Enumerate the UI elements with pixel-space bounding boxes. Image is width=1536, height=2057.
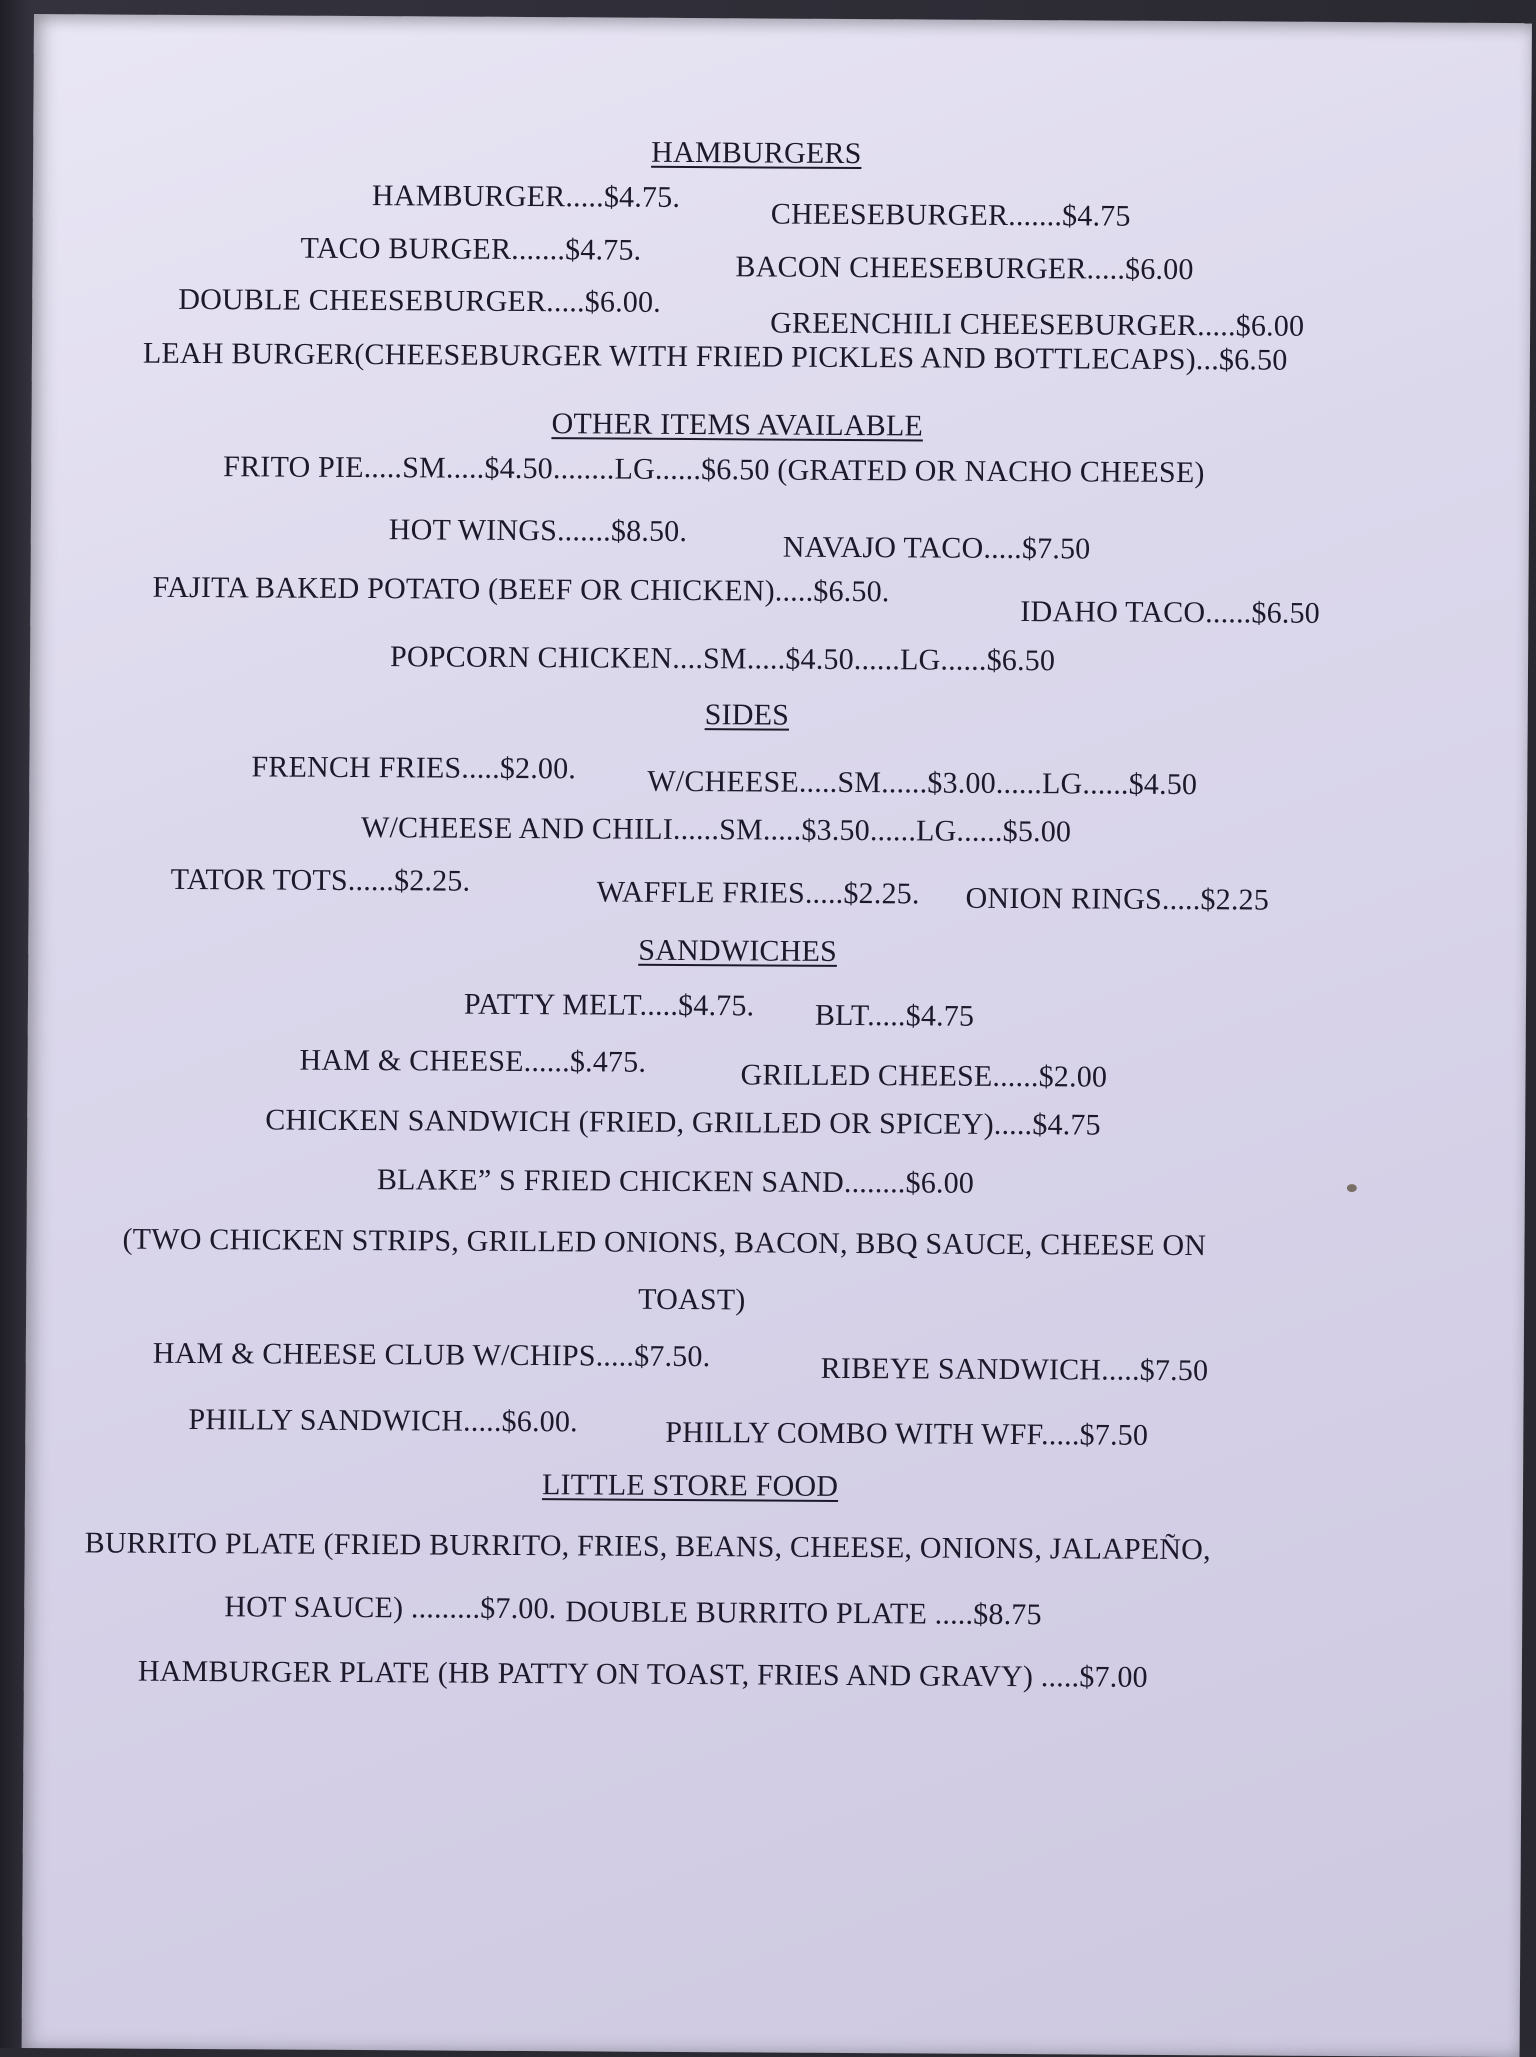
menu-item-burrito-plate: BURRITO PLATE (FRIED BURRITO, FRIES, BEANS, CHEESE, ONIONS, JALAPEÑO,	[84, 1526, 1211, 1567]
section-heading-sandwiches: SANDWICHES	[638, 933, 838, 968]
menu-item-patty-melt: PATTY MELT.....$4.75.	[463, 987, 755, 1023]
menu-item-idaho-taco: IDAHO TACO......$6.50	[1020, 595, 1321, 630]
menu-item-greenchili-cheeseburger: GREENCHILI CHEESEBURGER.....$6.00	[770, 306, 1305, 343]
menu-item-cheeseburger: CHEESEBURGER.......$4.75	[770, 197, 1131, 233]
menu-item-fajita-baked-potato: FAJITA BAKED POTATO (BEEF OR CHICKEN).....$6.50.	[152, 570, 890, 609]
menu-item-taco-burger: TACO BURGER.......$4.75.	[300, 231, 642, 267]
section-heading-little-store-food: LITTLE STORE FOOD	[541, 1468, 839, 1503]
menu-item-chicken-sandwich: CHICKEN SANDWICH (FRIED, GRILLED OR SPICEY).....$4.75	[265, 1103, 1101, 1142]
menu-item-waffle-fries: WAFFLE FRIES.....$2.25.	[596, 875, 920, 911]
menu-item-hot-wings: HOT WINGS.......$8.50.	[388, 513, 688, 548]
menu-item-bacon-cheeseburger: BACON CHEESEBURGER.....$6.00	[735, 250, 1194, 287]
section-heading-other-items: OTHER ITEMS AVAILABLE	[551, 407, 924, 443]
section-heading-sides: SIDES	[704, 698, 790, 732]
menu-item-double-burrito-plate: DOUBLE BURRITO PLATE .....$8.75	[565, 1595, 1042, 1632]
menu-page	[22, 14, 1532, 2057]
menu-item-navajo-taco: NAVAJO TACO.....$7.50	[782, 530, 1091, 566]
menu-item-hamburger: HAMBURGER.....$4.75.	[371, 179, 681, 214]
menu-item-philly-combo: PHILLY COMBO WITH WFF.....$7.50	[665, 1415, 1149, 1452]
menu-item-frito-pie: FRITO PIE.....SM.....$4.50........LG......$6.50 (GRATED OR NACHO CHEESE)	[223, 450, 1205, 490]
menu-item-hamburger-plate: HAMBURGER PLATE (HB PATTY ON TOAST, FRIES AND GRAVY) .....$7.00	[137, 1654, 1148, 1694]
menu-item-blt: BLT.....$4.75	[814, 998, 975, 1033]
menu-item-blakes-fried-chicken-sand: BLAKE” S FRIED CHICKEN SAND........$6.00	[376, 1163, 975, 1200]
menu-item-ham-and-cheese: HAM & CHEESE......$.475.	[299, 1043, 647, 1079]
menu-item-description: (TWO CHICKEN STRIPS, GRILLED ONIONS, BACON, BBQ SAUCE, CHEESE ON	[122, 1222, 1207, 1263]
menu-item-description-continued: TOAST)	[638, 1282, 746, 1317]
menu-item-ribeye-sandwich: RIBEYE SANDWICH.....$7.50	[820, 1351, 1209, 1388]
menu-item-ham-cheese-club: HAM & CHEESE CLUB W/CHIPS.....$7.50.	[152, 1336, 711, 1374]
section-heading-hamburgers: HAMBURGERS	[651, 135, 862, 171]
menu-item-fries-cheese-chili: W/CHEESE AND CHILI......SM.....$3.50......LG......$5.00	[360, 811, 1072, 849]
menu-item-fries-with-cheese: W/CHEESE.....SM......$3.00......LG......$4.50	[647, 764, 1198, 802]
menu-item-french-fries: FRENCH FRIES.....$2.00.	[251, 750, 577, 786]
menu-item-leah-burger: LEAH BURGER(CHEESEBURGER WITH FRIED PICKLES AND BOTTLECAPS)...$6.50	[142, 336, 1288, 377]
menu-item-double-cheeseburger: DOUBLE CHEESEBURGER.....$6.00.	[178, 282, 662, 319]
paper-speck	[1347, 1184, 1357, 1192]
menu-item-onion-rings: ONION RINGS.....$2.25	[965, 881, 1270, 917]
menu-item-popcorn-chicken: POPCORN CHICKEN....SM.....$4.50......LG......$6.50	[389, 640, 1056, 678]
menu-item-philly-sandwich: PHILLY SANDWICH.....$6.00.	[188, 1402, 578, 1439]
menu-item-tator-tots: TATOR TOTS......$2.25.	[170, 862, 471, 898]
menu-item-burrito-plate-continued: HOT SAUCE) .........$7.00.	[224, 1590, 557, 1626]
menu-item-grilled-cheese: GRILLED CHEESE......$2.00	[740, 1058, 1108, 1094]
